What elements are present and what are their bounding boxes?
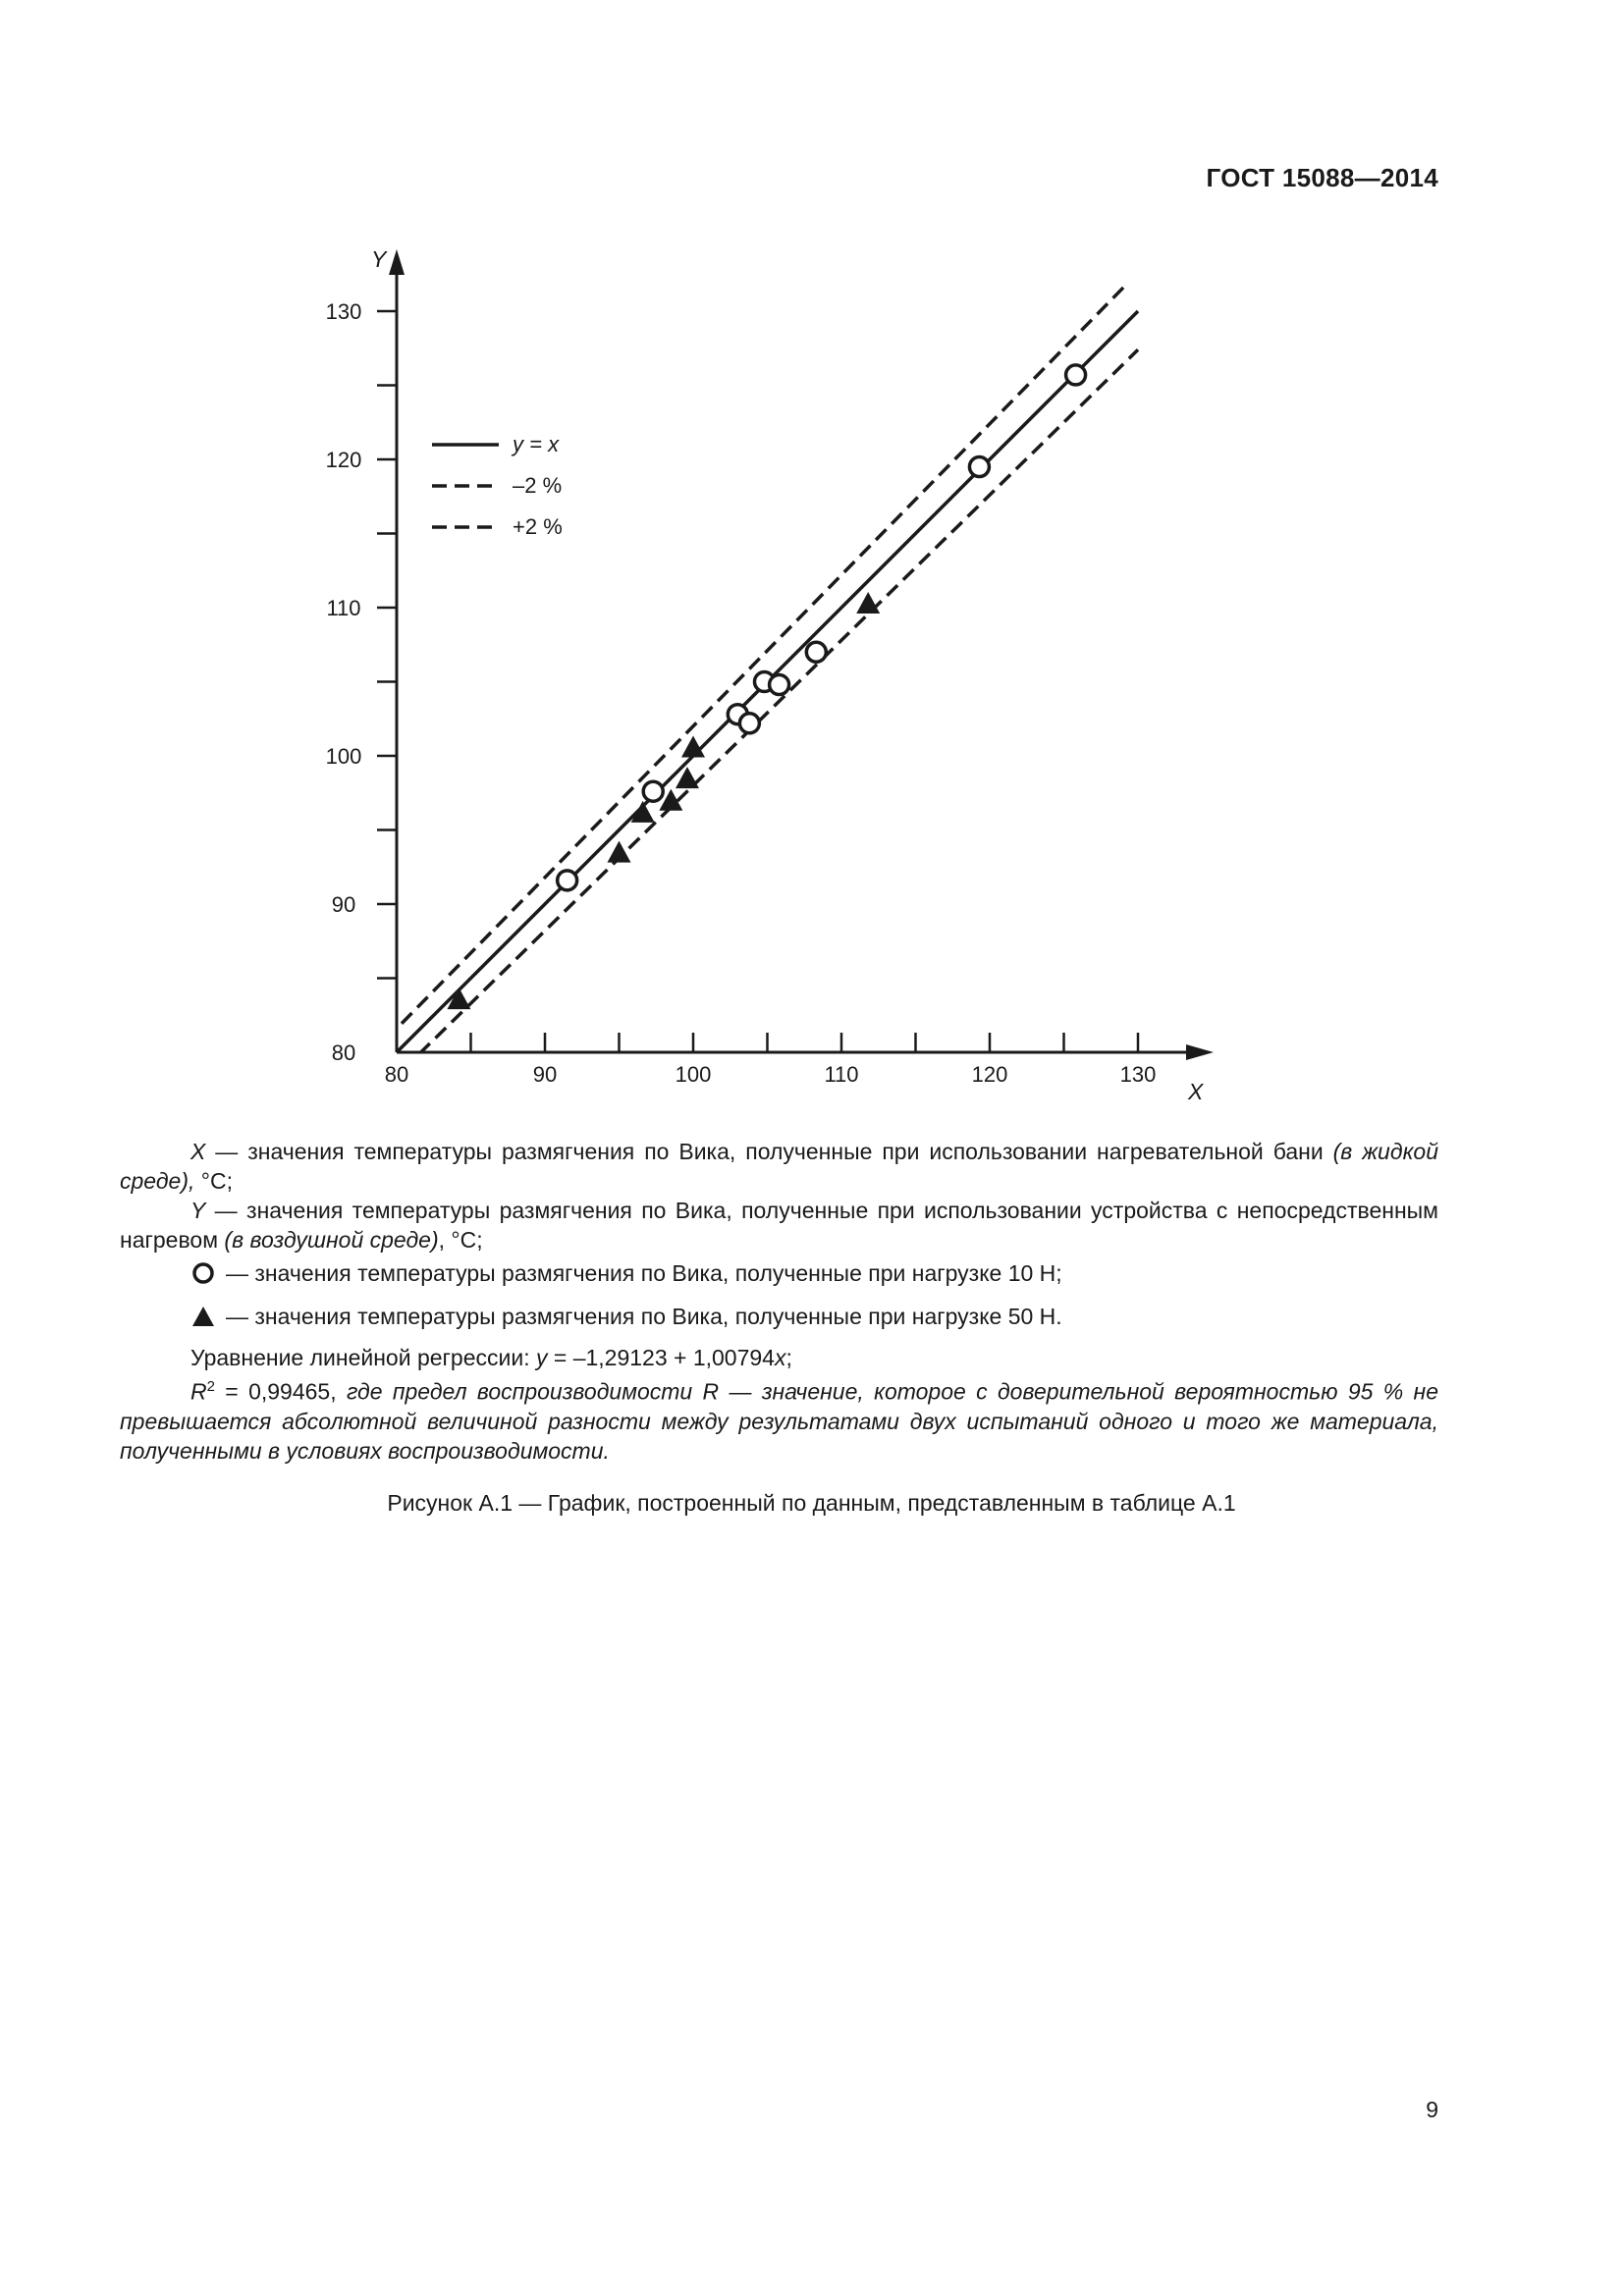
x-axis-arrow-icon [1186, 1044, 1214, 1060]
x-tick-label: 120 [971, 1062, 1008, 1087]
y-tick-label: 130 [325, 299, 362, 324]
y-tick-label: 120 [325, 448, 362, 472]
page-number: 9 [1426, 2097, 1438, 2122]
triangle-marker-description: — значения температуры размягчения по Вика, полученные при нагрузке 50 Н. [120, 1302, 1438, 1331]
figure-title: Рисунок А.1 — График, построенный по данным, представленным в таблице А.1 [387, 1490, 1236, 1516]
legend-label-plus-2-percent: +2 % [513, 514, 563, 539]
data-point-50n [608, 841, 631, 863]
y-tick-label: 100 [325, 744, 362, 769]
y-tick-label: 90 [331, 892, 356, 917]
regression-equation: Уравнение линейной регрессии: y = –1,29123 + 1,00794x; [190, 1345, 792, 1370]
legend [432, 432, 563, 539]
data-point-10n [770, 675, 789, 695]
y-description: Y — значения температуры размягчения по Вика, полученные при использовании устройства с непосредственным нагревом (в воздушной среде), °С; [120, 1198, 1438, 1253]
data-point-10n [739, 714, 759, 733]
data-point-50n [856, 592, 880, 614]
data-point-10n [806, 642, 826, 662]
x-tick-label: 130 [1119, 1062, 1157, 1087]
y-axis-arrow-icon [389, 249, 405, 275]
y-tick-label: 80 [331, 1041, 356, 1065]
circle-marker-icon [190, 1260, 216, 1286]
data-point-10n [1066, 365, 1086, 385]
x-tick-label: 110 [824, 1062, 859, 1087]
figure-legend [120, 1137, 1438, 1466]
data-point-10n [558, 871, 577, 890]
x-tick-label: 90 [532, 1062, 558, 1087]
legend-label-y-equals-x: y = x [513, 432, 560, 456]
data-point-10n [969, 457, 989, 477]
triangle-marker-icon [190, 1304, 216, 1329]
x-tick-label: 100 [675, 1062, 712, 1087]
x-axis-label: X [1188, 1079, 1204, 1104]
reference-line-plus-2-percent [323, 273, 1139, 1104]
circle-marker-description: — значения температуры размягчения по Вика, полученные при нагрузке 10 Н; [120, 1258, 1438, 1288]
y-axis-label: Y [371, 246, 387, 272]
data-point-50n [631, 801, 655, 823]
document-code: ГОСТ 15088—2014 [1206, 163, 1438, 192]
x-description: X — значения температуры размягчения по Вика, полученные при использовании нагревательной бани (в жидкой среде), °С; [120, 1139, 1439, 1194]
x-tick-label: 80 [384, 1062, 409, 1087]
y-tick-label: 110 [326, 596, 361, 620]
legend-label-minus-2-percent: –2 % [513, 473, 563, 498]
r-squared-note: $R^2 = 0,99465$, где предел воспроизводимости R — значение, которое с доверительной вероятностью 95 % не превышается абсолютной величиной разности между результатами двух испытаний одного и того же материала, полученными в условиях воспроизводимости. [120, 1378, 1438, 1464]
regression-chart [0, 0, 1623, 1119]
data-point-10n [643, 781, 663, 801]
